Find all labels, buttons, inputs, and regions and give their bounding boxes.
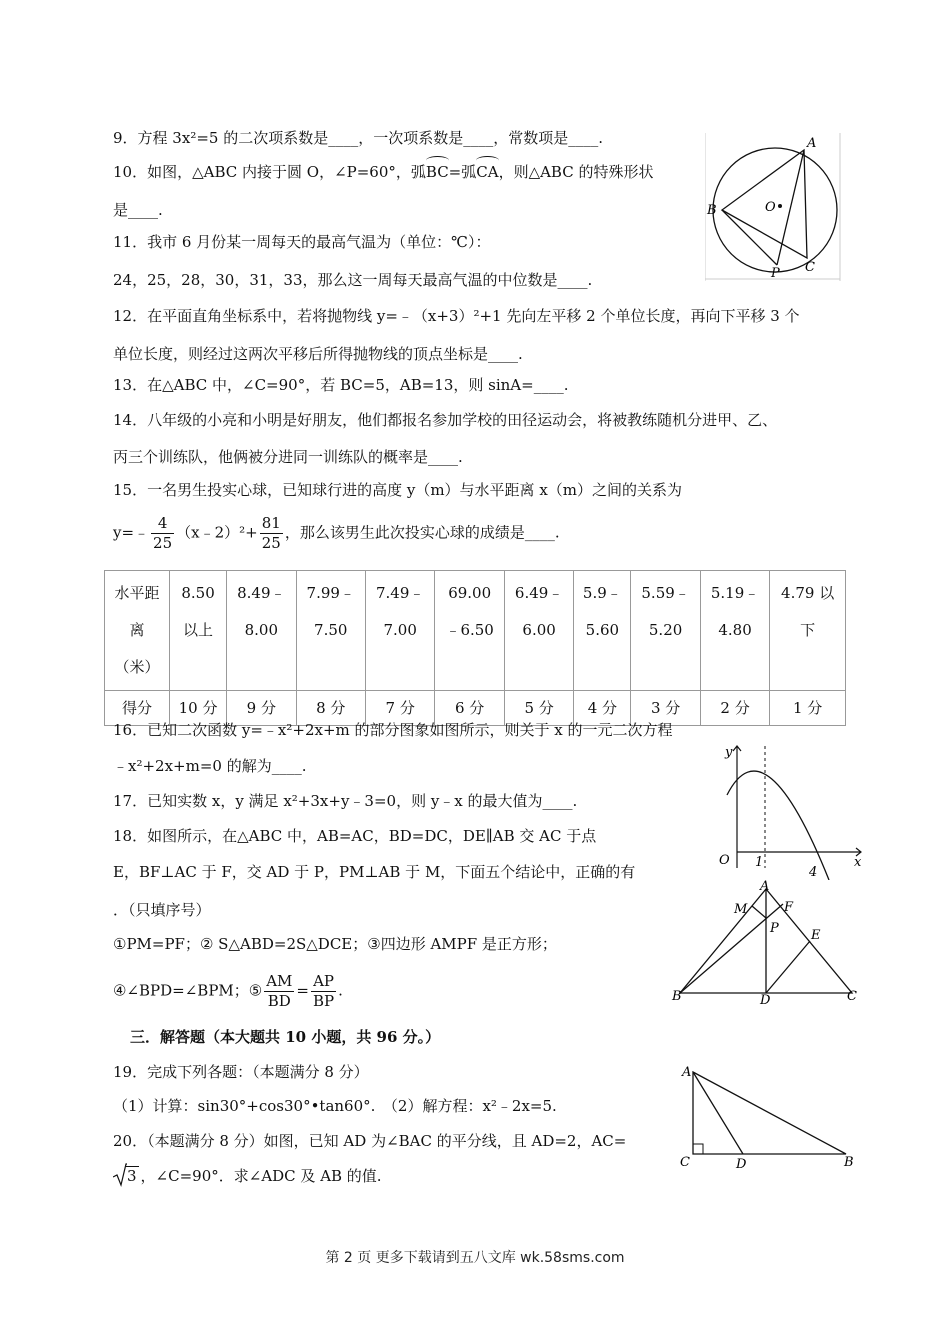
q18-c: ．（只填序号） xyxy=(113,901,211,919)
segment-ad xyxy=(693,1072,743,1154)
score-cell: 9 分 xyxy=(227,691,296,726)
q17: 17．已知实数 x，y 满足 x²+3x+y﹣3=0，则 y﹣x 的最大值为____. xyxy=(113,792,578,810)
q11-b: 24，25，28，30，31，33，那么这一周每天最高气温的中位数是____. xyxy=(113,271,593,289)
circle-figure xyxy=(705,133,843,281)
q16-b: ﹣x²+2x+m=0 的解为____. xyxy=(113,757,307,775)
header-cell-line: 下 xyxy=(800,621,816,639)
score-cell: 6 分 xyxy=(435,691,504,726)
label-d: D xyxy=(760,993,771,1008)
label-x: x xyxy=(854,855,862,870)
score-cell: 10 分 xyxy=(170,691,227,726)
table-header-cell xyxy=(631,571,700,691)
section-3-heading: 三．解答题（本大题共 10 小题，共 96 分。） xyxy=(130,1028,441,1046)
q15-formula: y=﹣ $\frac{4}{25}$ （x﹣2）²+ $\frac{81}{25}$ ，那么该男生此次投实心球的成绩是____. xyxy=(113,514,560,552)
header-cell-line: 5.60 xyxy=(585,621,620,639)
triangle-acb xyxy=(693,1072,846,1154)
q11-a: 11．我市 6 月份某一周每天的最高气温为（单位：℃）： xyxy=(113,233,491,251)
q16-a: 16．已知二次函数 y=﹣x²+2x+m 的部分图象如图所示，则关于 x 的一元二次方程 xyxy=(113,721,673,739)
q13: 13．在△ABC 中，∠C=90°，若 BC=5，AB=13，则 sinA=____. xyxy=(113,376,569,394)
q14-a: 14．八年级的小亮和小明是好朋友，他们都报名参加学校的田径运动会，将被教练随机分进甲、乙、 xyxy=(113,411,778,429)
q12-b: 单位长度，则经过这两次平移后所得抛物线的顶点坐标是____. xyxy=(113,345,523,363)
header-cell-line: 7.99﹣ xyxy=(306,584,355,602)
table-header-cell xyxy=(504,571,573,691)
score-cell: 得分 xyxy=(105,691,170,726)
table-header-cell xyxy=(770,571,846,691)
header-cell-line: 以上 xyxy=(183,621,214,639)
label-e: E xyxy=(811,928,821,943)
q18-a: 18．如图所示，在△ABC 中，AB=AC，BD=DC，DE∥AB 交 AC 于点 xyxy=(113,827,597,845)
segment-de xyxy=(766,941,810,993)
label-b: B xyxy=(844,1155,854,1170)
label-a: A xyxy=(682,1065,692,1080)
label-one: 1 xyxy=(755,855,764,870)
label-a: A xyxy=(760,880,770,894)
label-p: P xyxy=(771,266,780,281)
header-cell-line: 5.9﹣ xyxy=(582,584,622,602)
q10: 10．如图，△ABC 内接于圆 O，∠P=60°，弧BC=弧CA，则△ABC 的特殊形状 xyxy=(113,163,654,181)
label-c: C xyxy=(847,989,857,1004)
header-cell-line: 5.20 xyxy=(648,621,683,639)
header-cell-line: 7.00 xyxy=(383,621,417,639)
q18-d: ①PM=PF；② S△ABD=2S△DCE；③四边形 AMPF 是正方形； xyxy=(113,935,557,953)
header-cell-line: 7.50 xyxy=(314,621,348,639)
segment-bf xyxy=(680,904,783,993)
label-f: F xyxy=(784,900,794,915)
parabola-curve xyxy=(727,771,829,880)
score-cell: 2 分 xyxy=(700,691,769,726)
arc-bc: BC xyxy=(425,163,449,181)
q18-e: ④∠BPD=∠BPM；⑤ $\frac{AM}{BD}$ = $\frac{AP}{BP}$ . xyxy=(113,972,343,1010)
page-footer: 第 2 页 更多下载请到五八文库 wk.58sms.com xyxy=(325,1250,625,1266)
parabola-figure xyxy=(713,740,868,880)
header-cell-line: 7.49﹣ xyxy=(376,584,425,602)
q12-a: 12．在平面直角坐标系中，若将抛物线 y=﹣（x+3）²+1 先向左平移 2 个单位长度，再向下平移 3 个 xyxy=(113,307,800,325)
header-cell-line: 8.00 xyxy=(244,621,278,639)
table-header-cell xyxy=(365,571,434,691)
score-cell: 5 分 xyxy=(504,691,573,726)
header-cell-line: ﹣6.50 xyxy=(445,621,494,639)
label-d: D xyxy=(736,1157,747,1172)
header-cell-line: 8.50 xyxy=(181,584,215,602)
header-cell-line: 5.59﹣ xyxy=(641,584,690,602)
header-cell-line: 6.49﹣ xyxy=(514,584,564,602)
score-cell: 8 分 xyxy=(296,691,365,726)
header-cell-line: 4.79 以 xyxy=(781,584,835,602)
sqrt-3: 3 xyxy=(113,1166,139,1186)
q14-b: 丙三个训练队，他俩被分进同一训练队的概率是____. xyxy=(113,448,463,466)
q9: 9．方程 3x²=5 的二次项系数是____，一次项系数是____，常数项是____. xyxy=(113,129,603,147)
segment-bp xyxy=(722,210,777,265)
header-cell-line: 69.00 xyxy=(448,584,492,602)
score-cell: 7 分 xyxy=(365,691,434,726)
label-c: C xyxy=(680,1155,690,1170)
score-table xyxy=(104,570,846,726)
header-cell-line: （米） xyxy=(114,658,160,676)
fraction-81-25: $\frac{81}{25}$ xyxy=(261,514,281,552)
q10-tail: 是____. xyxy=(113,201,163,219)
triangle-figure xyxy=(670,880,865,1008)
center-dot xyxy=(778,204,782,208)
right-angle-mark-icon xyxy=(693,1144,703,1154)
table-header-cell xyxy=(296,571,365,691)
fraction-4-25: $\frac{4}{25}$ xyxy=(153,514,173,552)
header-cell-line: 5.19﹣ xyxy=(710,584,760,602)
label-four: 4 xyxy=(809,865,818,880)
q19-b: （1）计算：sin30°+cos30°•tan60°. （2）解方程：x²﹣2x=5. xyxy=(113,1097,557,1115)
score-cell: 4 分 xyxy=(574,691,631,726)
header-cell-line: 4.80 xyxy=(718,621,752,639)
radical-sign-icon xyxy=(113,1163,127,1187)
q19-a: 19．完成下列各题：（本题满分 8 分） xyxy=(113,1063,369,1081)
fraction-ap-bp: $\frac{AP}{BP}$ xyxy=(313,972,335,1010)
segment-pm xyxy=(752,906,766,918)
label-origin: O xyxy=(719,853,730,868)
header-cell-line: 6.00 xyxy=(522,621,556,639)
arc-ca: CA xyxy=(476,163,499,181)
header-cell-line: 8.49﹣ xyxy=(237,584,286,602)
label-p: P xyxy=(770,921,779,936)
score-cell: 3 分 xyxy=(631,691,700,726)
label-c: C xyxy=(805,260,815,275)
label-y: y xyxy=(725,745,733,760)
q18-b: E，BF⊥AC 于 F，交 AD 于 P，PM⊥AB 于 M，下面五个结论中，正确的有 xyxy=(113,863,636,881)
fraction-am-bd: $\frac{AM}{BD}$ xyxy=(266,972,293,1010)
q20-b: 3 ，∠C=90°．求∠ADC 及 AB 的值. xyxy=(113,1166,382,1186)
table-header-cell xyxy=(227,571,296,691)
score-cell: 1 分 xyxy=(770,691,846,726)
table-header-cell xyxy=(435,571,504,691)
right-triangle-figure xyxy=(676,1060,866,1175)
header-cell-line: 离 xyxy=(129,621,145,639)
table-header-cell xyxy=(170,571,227,691)
label-b: B xyxy=(707,203,717,218)
header-cell-line: 水平距 xyxy=(114,584,160,602)
q20-a: 20．（本题满分 8 分）如图，已知 AD 为∠BAC 的平分线，且 AD=2，AC= xyxy=(113,1132,627,1150)
table-header-cell xyxy=(574,571,631,691)
table-header-cell xyxy=(700,571,769,691)
table-header-cell xyxy=(105,571,170,691)
label-a: A xyxy=(807,136,817,151)
label-m: M xyxy=(734,902,748,917)
q15-a: 15．一名男生投实心球，已知球行进的高度 y（m）与水平距离 x（m）之间的关系为 xyxy=(113,481,683,499)
label-o: O xyxy=(765,200,776,215)
label-b: B xyxy=(672,989,682,1004)
